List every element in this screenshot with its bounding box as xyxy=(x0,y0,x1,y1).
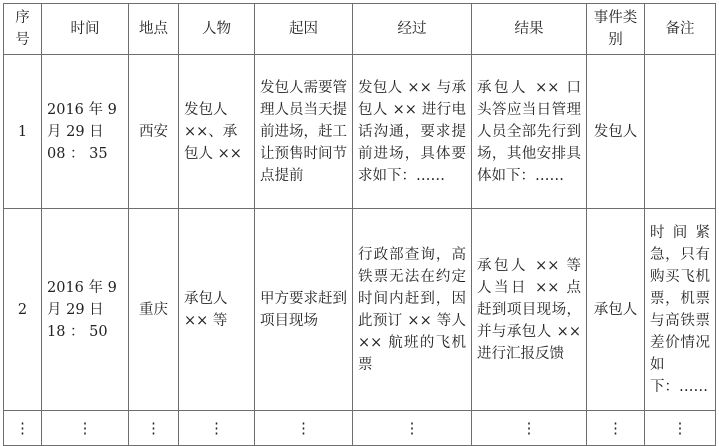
header-row xyxy=(4,4,716,55)
ellipsis-cell: ⋮ xyxy=(42,411,129,446)
cell-result: 承包人 ×× 口头答应当日管理人员全部先行到场，其他安排具体如下：…… xyxy=(472,55,587,209)
ellipsis-cell: ⋮ xyxy=(645,411,716,446)
cell-category: 发包人 xyxy=(587,55,645,209)
cell-no: 2 xyxy=(4,209,42,411)
ellipsis-cell: ⋮ xyxy=(472,411,587,446)
header-result: 结果 xyxy=(472,4,587,55)
ellipsis-cell: ⋮ xyxy=(129,411,179,446)
ellipsis-cell: ⋮ xyxy=(4,411,42,446)
table-row xyxy=(4,55,716,209)
header-place: 地点 xyxy=(129,4,179,55)
event-table xyxy=(3,3,716,446)
cell-cause: 甲方要求赶到项目现场 xyxy=(255,209,353,411)
table-row xyxy=(4,209,716,411)
header-process: 经过 xyxy=(353,4,472,55)
cell-time: 2016 年 9 月 29 日 08 ： 35 xyxy=(42,55,129,209)
cell-place: 重庆 xyxy=(129,209,179,411)
cell-remark xyxy=(645,55,716,209)
ellipsis-cell: ⋮ xyxy=(587,411,645,446)
header-category: 事件类别 xyxy=(587,4,645,55)
header-time: 时间 xyxy=(42,4,129,55)
cell-no: 1 xyxy=(4,55,42,209)
cell-cause: 发包人需要管理人员当天提前进场，赶工让预售时间节点提前 xyxy=(255,55,353,209)
cell-category: 承包人 xyxy=(587,209,645,411)
header-people: 人物 xyxy=(179,4,255,55)
ellipsis-cell: ⋮ xyxy=(255,411,353,446)
ellipsis-cell: ⋮ xyxy=(353,411,472,446)
header-remark: 备注 xyxy=(645,4,716,55)
cell-remark: 时间紧急，只有购买飞机票，机票与高铁票差价情况如下：…… xyxy=(645,209,716,411)
cell-people: 发包人 ××、承包人 ×× xyxy=(179,55,255,209)
cell-place: 西安 xyxy=(129,55,179,209)
ellipsis-cell: ⋮ xyxy=(179,411,255,446)
cell-people: 承包人 ×× 等 xyxy=(179,209,255,411)
cell-result: 承包人 ×× 等人当日 ×× 点赶到项目现场，并与承包人 ×× 进行汇报反馈 xyxy=(472,209,587,411)
header-cause: 起因 xyxy=(255,4,353,55)
cell-process: 行政部查询，高铁票无法在约定时间内赶到，因此预订 ×× 等人 ×× 航班的飞机票 xyxy=(353,209,472,411)
cell-process: 发包人 ×× 与承包人 ×× 进行电话沟通，要求提前进场，具体要求如下：…… xyxy=(353,55,472,209)
header-no: 序号 xyxy=(4,4,42,55)
cell-time: 2016 年 9 月 29 日 18 ： 50 xyxy=(42,209,129,411)
ellipsis-row xyxy=(4,411,716,446)
